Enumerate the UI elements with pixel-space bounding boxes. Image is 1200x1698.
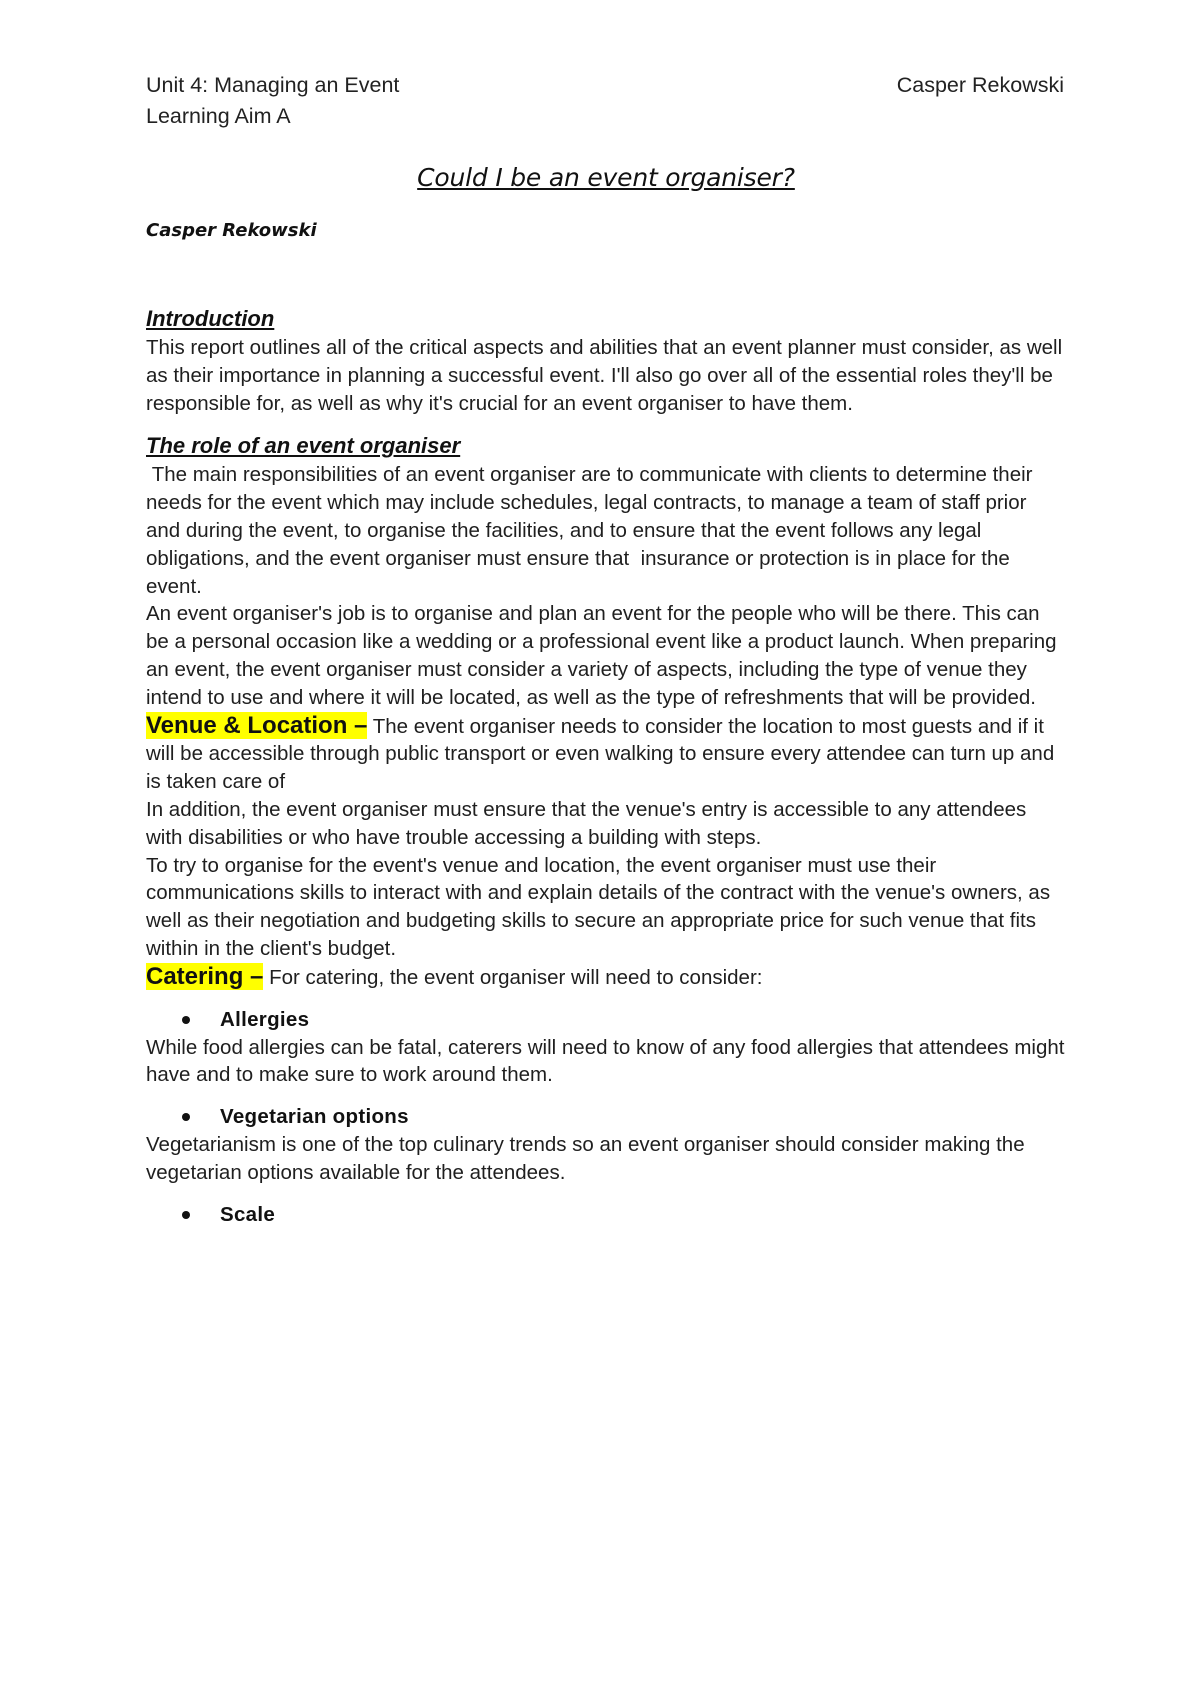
page-header [146, 70, 1066, 101]
role-heading: The role of an event organiser [146, 433, 461, 459]
allergies-paragraph: While food allergies can be fatal, caterers will need to know of any food allergies that attendees might have and to make sure to work around them. [146, 1035, 1065, 1087]
role-paragraph-1: The main responsibilities of an event organiser are to communicate with clients to determine their needs for the event which may include schedules, legal contracts, to manage a team of staff prior and during the event, to organise the facilities, and to ensure that the event follows any legal obligations, and the event organiser must ensure that insurance or protection is in place for the event. [146, 463, 1039, 598]
venue-paragraph-2: In addition, the event organiser must ensure that the venue's entry is accessible to any attendees with disabilities or who have trouble accessing a building with steps. [146, 797, 1027, 849]
page-title: Could I be an event organiser? [417, 163, 795, 192]
header-author: Casper Rekowski [896, 73, 1064, 97]
catering-paragraph [146, 963, 1066, 992]
bullet-vegetarian-options [182, 1103, 1066, 1131]
bullet-allergies [182, 1006, 1066, 1034]
venue-intro-text: The event organiser needs to consider the location to most guests and if it will be accessible through public transport or even walking to ensure every attendee can turn up and is taken care of [146, 714, 1055, 794]
author-name: Casper Rekowski [146, 220, 317, 241]
bullet-icon [182, 1016, 190, 1024]
header-learning-aim: Learning Aim A [146, 104, 291, 128]
venue-location-label: Venue & Location – [146, 711, 368, 739]
bullet-scale [182, 1201, 1066, 1229]
bullet-icon [182, 1113, 190, 1121]
introduction-paragraph: This report outlines all of the critical aspects and abilities that an event planner must consider, as well as their importance in planning a successful event. I'll also go over all of the essential roles they'll be responsible for, as well as why it's crucial for an event organiser to have them. [146, 336, 1063, 415]
bullet-icon [182, 1211, 190, 1219]
header-unit-title: Unit 4: Managing an Event [146, 73, 400, 97]
role-paragraph-2: An event organiser's job is to organise and plan an event for the people who will be there. This can be a personal occasion like a wedding or a professional event like a product launch. When preparing an event, the event organiser must consider a variety of aspects, including the type of venue they intend to use and where it will be located, as well as the type of refreshments that will be provided. [146, 602, 1057, 709]
venue-paragraph-3: To try to organise for the event's venue and location, the event organiser must use their communications skills to interact with and explain details of the contract with the venue's owners, as well as their negotiation and budgeting skills to secure an appropriate price for such venue that fits within in the client's budget. [146, 853, 1051, 960]
document-content [146, 70, 1066, 1229]
bullet-title: Allergies [220, 1007, 310, 1031]
venue-paragraph-1 [146, 712, 1066, 796]
vegetarian-paragraph: Vegetarianism is one of the top culinary trends so an event organiser should consider making the vegetarian options available for the attendees. [146, 1133, 1025, 1184]
bullet-title: Vegetarian options [220, 1105, 409, 1129]
introduction-heading: Introduction [146, 306, 275, 331]
catering-intro-text: For catering, the event organiser will need to consider: [263, 965, 763, 989]
catering-label: Catering – [146, 962, 264, 990]
bullet-title: Scale [220, 1202, 276, 1226]
